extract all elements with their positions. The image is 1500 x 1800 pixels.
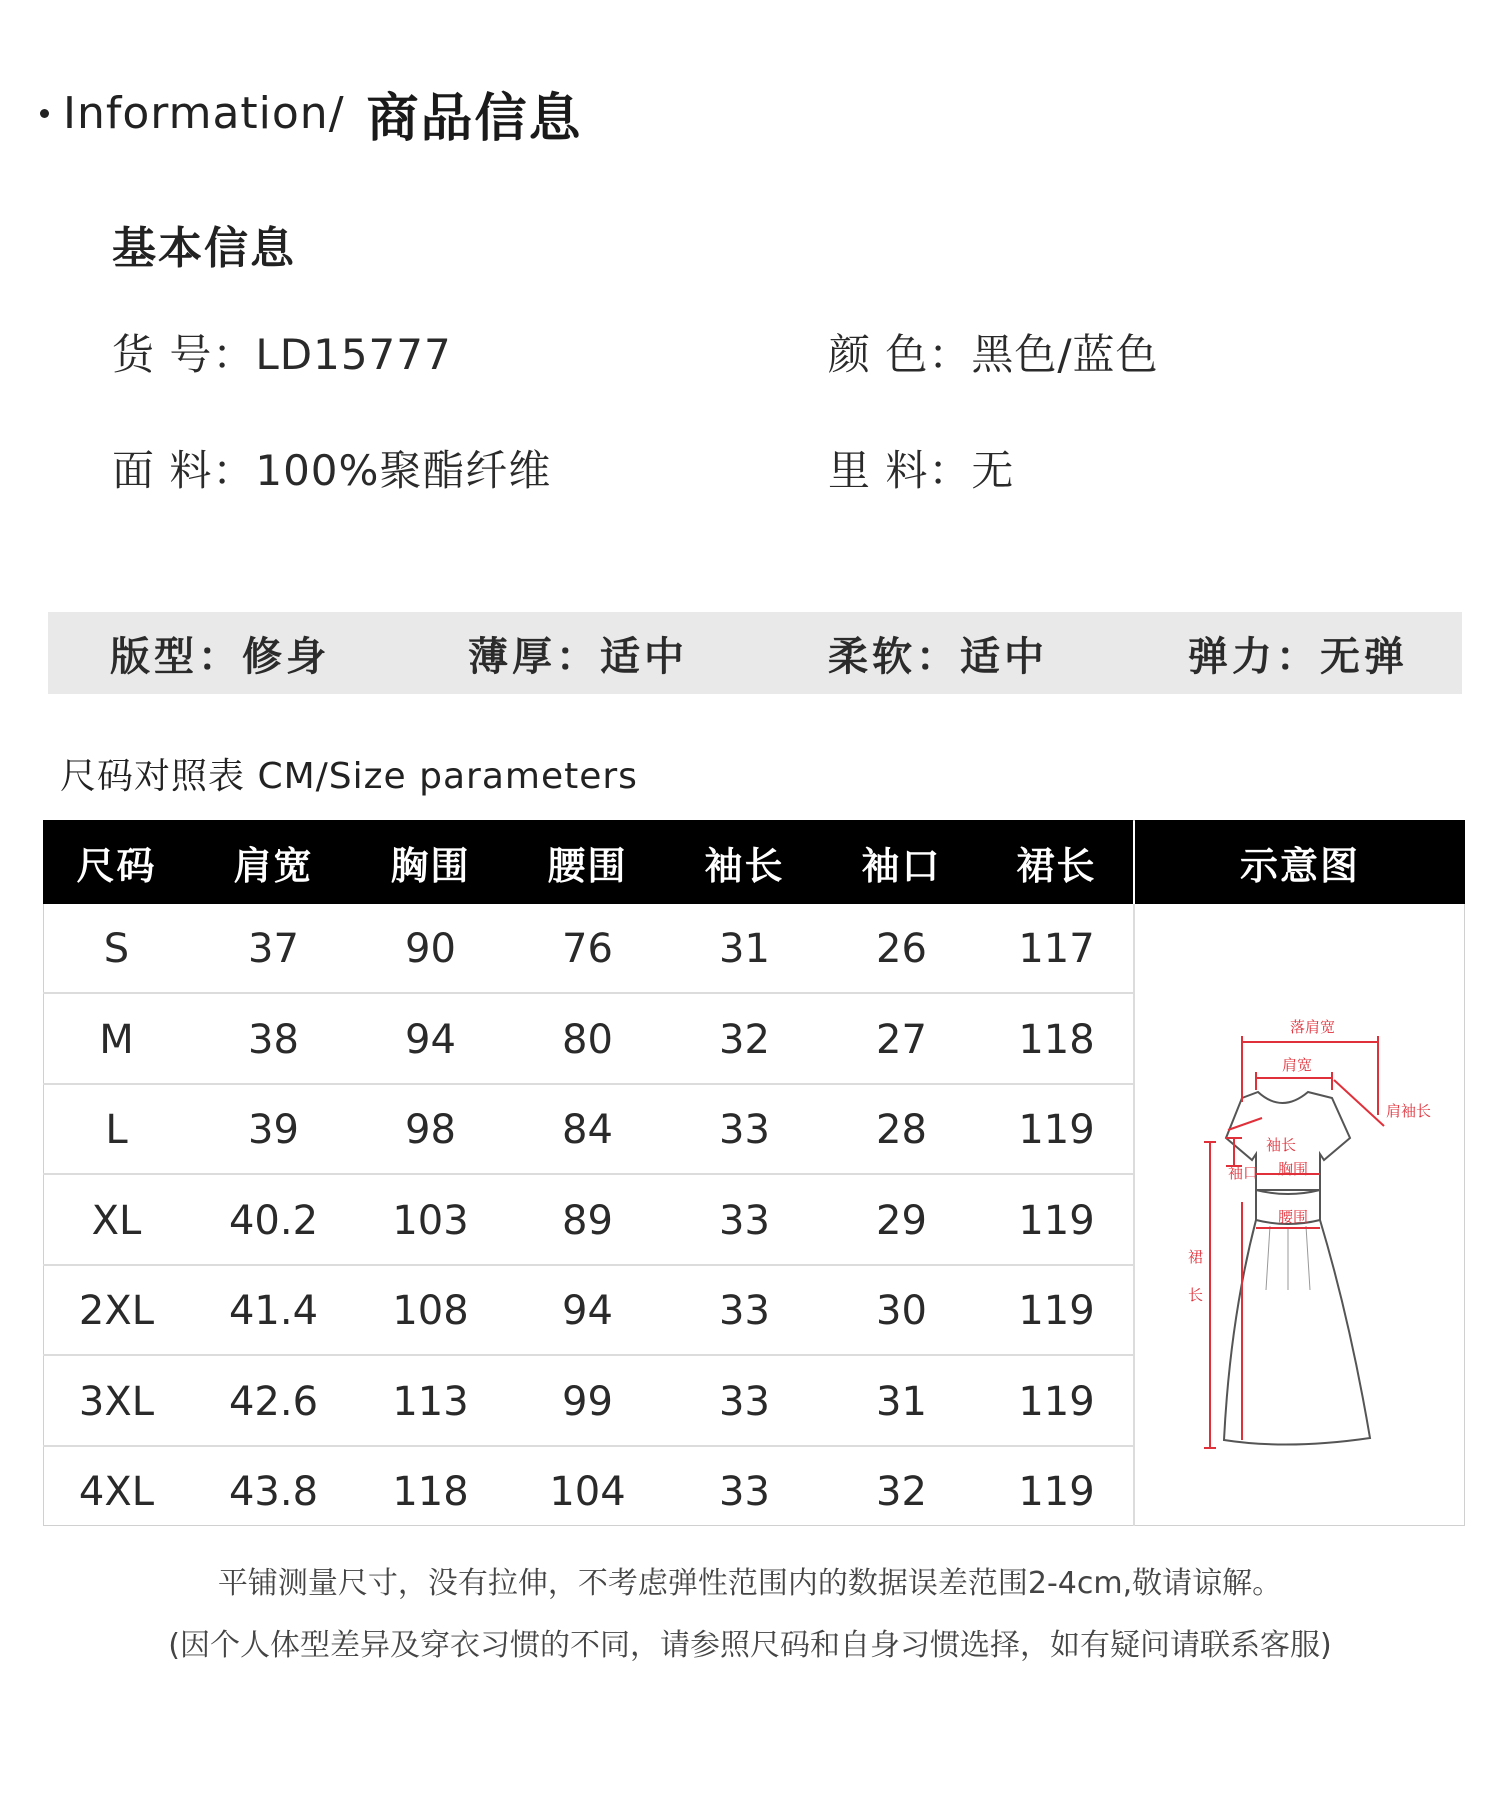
cell-cuff: 26 — [876, 926, 927, 972]
cell-chest: 103 — [392, 1197, 469, 1244]
lining-label: 里 料： — [828, 446, 972, 495]
cell-sleeve: 33 — [719, 1107, 770, 1153]
cell-cuff: 32 — [876, 1469, 927, 1515]
header-diagram: 示意图 — [1239, 843, 1360, 888]
label-drop-shoulder: 落肩宽 — [1290, 1018, 1336, 1036]
attribute-bar — [48, 612, 1462, 694]
cell-size: L — [105, 1107, 128, 1153]
label-cuff: 袖口 — [1228, 1164, 1259, 1182]
cell-shoulder: 42.6 — [228, 1378, 319, 1425]
label-sleeve-length: 袖长 — [1266, 1136, 1297, 1154]
basic-info-heading: 基本信息 — [112, 223, 296, 274]
cell-shoulder: 38 — [248, 1016, 299, 1063]
cell-size: 4XL — [78, 1469, 155, 1515]
cell-shoulder: 39 — [248, 1107, 299, 1153]
cell-size: M — [99, 1016, 134, 1063]
fabric-value: 100%聚酯纤维 — [255, 446, 552, 495]
cell-sleeve: 33 — [719, 1469, 770, 1515]
measurement-lines — [1204, 1036, 1384, 1448]
cell-length: 119 — [1018, 1469, 1095, 1515]
attribute-thickness — [468, 612, 688, 694]
attribute-thickness-value: 适中 — [600, 633, 688, 680]
cell-waist: 80 — [562, 1016, 613, 1063]
attribute-elasticity-value: 无弹 — [1320, 633, 1408, 680]
attribute-thickness-label: 薄厚： — [468, 633, 600, 680]
attribute-softness-label: 柔软： — [828, 633, 960, 680]
attribute-softness-value: 适中 — [960, 633, 1048, 680]
cell-waist: 94 — [562, 1288, 613, 1334]
fabric-label: 面 料： — [112, 446, 256, 495]
bullet-dot-icon — [40, 109, 49, 118]
cell-size: S — [103, 926, 130, 972]
cell-waist: 89 — [562, 1197, 613, 1244]
section-title-en: Information/ — [63, 87, 345, 139]
cell-size: 3XL — [78, 1378, 155, 1425]
cell-cuff: 28 — [876, 1107, 927, 1153]
cell-cuff: 30 — [876, 1288, 927, 1334]
label-skirt-2: 长 — [1188, 1286, 1204, 1304]
item-number — [112, 322, 452, 382]
cell-shoulder: 43.8 — [228, 1469, 319, 1515]
cell-chest: 108 — [392, 1288, 469, 1334]
cell-chest: 118 — [392, 1469, 469, 1515]
cell-waist: 84 — [562, 1107, 613, 1153]
cell-length: 119 — [1018, 1197, 1095, 1244]
item-number-value: LD15777 — [255, 330, 452, 379]
cell-waist: 76 — [562, 926, 613, 972]
label-shoulder: 肩宽 — [1282, 1056, 1313, 1074]
cell-size: 2XL — [78, 1288, 155, 1334]
dress-diagram — [1170, 990, 1460, 1460]
header-waist: 腰围 — [547, 843, 628, 888]
diagram-separator — [1133, 904, 1135, 1526]
cell-sleeve: 33 — [719, 1378, 770, 1425]
attribute-fit-value: 修身 — [242, 633, 330, 680]
label-waist: 腰围 — [1278, 1208, 1309, 1226]
color-label: 颜 色： — [828, 330, 972, 379]
label-skirt-1: 裙 — [1188, 1248, 1204, 1266]
label-shoulder-sleeve: 肩袖长 — [1386, 1102, 1432, 1120]
cell-sleeve: 33 — [719, 1197, 770, 1244]
color-value: 黑色/蓝色 — [971, 330, 1159, 379]
cell-sleeve: 32 — [719, 1016, 770, 1063]
header-size: 尺码 — [76, 843, 157, 888]
measurement-note: 平铺测量尺寸，没有拉伸，不考虑弹性范围内的数据误差范围2-4cm,敬请谅解。 — [217, 1566, 1283, 1601]
attribute-elasticity-label: 弹力： — [1188, 633, 1320, 680]
cell-length: 119 — [1018, 1107, 1095, 1153]
cell-sleeve: 33 — [719, 1288, 770, 1334]
label-chest: 胸围 — [1278, 1160, 1309, 1178]
cell-sleeve: 31 — [719, 926, 770, 972]
color-info — [828, 322, 1159, 382]
header-chest: 胸围 — [390, 843, 471, 888]
measurement-labels — [1188, 1018, 1431, 1304]
fabric-info — [112, 438, 551, 498]
size-advice-note: (因个人体型差异及穿衣习惯的不同，请参照尺码和自身习惯选择，如有疑问请联系客服) — [168, 1628, 1332, 1663]
lining-info — [828, 438, 1014, 498]
attribute-softness — [828, 612, 1048, 694]
header-length: 裙长 — [1016, 843, 1097, 888]
cell-waist: 104 — [549, 1469, 626, 1515]
cell-shoulder: 41.4 — [228, 1288, 319, 1334]
header-cuff: 袖口 — [861, 843, 942, 888]
cell-cuff: 31 — [876, 1378, 927, 1425]
attribute-fit — [110, 612, 330, 694]
section-title-cn: 商品信息 — [366, 88, 583, 149]
cell-shoulder: 37 — [248, 926, 299, 972]
header-sleeve: 袖长 — [704, 843, 785, 888]
section-title — [40, 78, 583, 148]
attribute-elasticity — [1188, 612, 1408, 694]
cell-size: XL — [91, 1197, 142, 1244]
cell-shoulder: 40.2 — [228, 1197, 319, 1244]
lining-value: 无 — [971, 446, 1015, 495]
cell-chest: 94 — [405, 1016, 456, 1063]
dress-outline — [1224, 1092, 1370, 1445]
cell-chest: 98 — [405, 1107, 456, 1153]
cell-cuff: 27 — [876, 1016, 927, 1063]
cell-length: 117 — [1018, 926, 1095, 972]
cell-waist: 99 — [562, 1378, 613, 1425]
item-number-label: 货 号： — [112, 330, 256, 379]
header-shoulder: 肩宽 — [233, 843, 314, 888]
cell-cuff: 29 — [876, 1197, 927, 1244]
size-table-caption: 尺码对照表 CM/Size parameters — [60, 756, 638, 797]
cell-length: 119 — [1018, 1378, 1095, 1425]
cell-chest: 113 — [392, 1378, 469, 1425]
cell-length: 118 — [1018, 1016, 1095, 1063]
attribute-fit-label: 版型： — [110, 633, 242, 680]
cell-length: 119 — [1018, 1288, 1095, 1334]
cell-chest: 90 — [405, 926, 456, 972]
